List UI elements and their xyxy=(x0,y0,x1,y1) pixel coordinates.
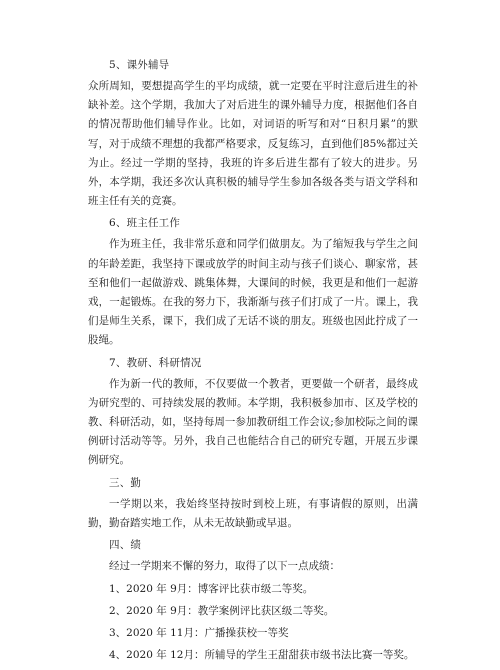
achievement-item: 1、2020 年 9月：博客评比获市级二等奖。 xyxy=(109,583,314,596)
section-heading-tutoring: 5、课外辅导 xyxy=(109,59,170,71)
achievement-item: 2、2020 年 9月：教学案例评比获区级二等奖。 xyxy=(109,605,335,618)
section-heading-research: 7、教研、科研情况 xyxy=(109,356,202,369)
achievement-item: 3、2020 年 11月：广播操获校一等奖 xyxy=(109,627,289,640)
section-heading-diligence: 三、勤 xyxy=(109,476,142,489)
section-body-class-teacher: 作为班主任，我非常乐意和同学们做朋友。为了缩短我与学生之间的年龄差距，我坚持下课或放学的时间主动与孩子们谈心、聊家常，甚至和他们一起做游戏、跳集体舞，大课间的时候，我更是和他们一起游戏，一起锻炼。在我的努力下，我渐渐与孩子们打成了一片。课上，我们是师生关系，课下，我们成了无话不谈的朋友。班级也因此拧成了一股绳。 xyxy=(88,238,418,347)
section-body-tutoring: 众所周知，要想提高学生的平均成绩，就一定要在平时注意后进生的补缺补差。这个学期，我加大了对后进生的课外辅导力度，根据他们各自的情况帮助他们辅导作业。比如，对词语的听写和对“日积月累”的默写，对于成绩不理想的我都严格要求，反复练习，直到他们85%都过关为止。经过一学期的坚持，我班的许多后进生都有了较大的进步。另外，本学期，我还多次认真积极的辅导学生参加各级各类与语文学科和班主任有关的竞赛。 xyxy=(88,80,418,208)
section-body-diligence: 一学期以来，我始终坚持按时到校上班，有事请假的原则，出满勤，勤奋踏实地工作，从未无故缺勤或早退。 xyxy=(88,497,418,529)
section-heading-achievements: 四、绩 xyxy=(109,539,142,552)
section-heading-class-teacher: 6、班主任工作 xyxy=(109,217,181,230)
document-page xyxy=(88,58,418,670)
section-body-research: 作为新一代的教师，不仅要做一个教者，更要做一个研者，最终成为研究型的、可持续发展的教师。本学期，我积极参加市、区及学校的教、科研活动，如，坚持每周一参加教研组工作会议;参加校际之间的课例研讨活动等等。另外，我自己也能结合自己的研究专题，开展五步课例研究。 xyxy=(88,377,418,467)
section-body-achievements: 经过一学期来不懈的努力，取得了以下一点成绩： xyxy=(109,560,340,573)
achievement-item: 4、2020 年 12月：所辅导的学生王甜甜获市级书法比赛一等奖。 xyxy=(109,649,415,662)
